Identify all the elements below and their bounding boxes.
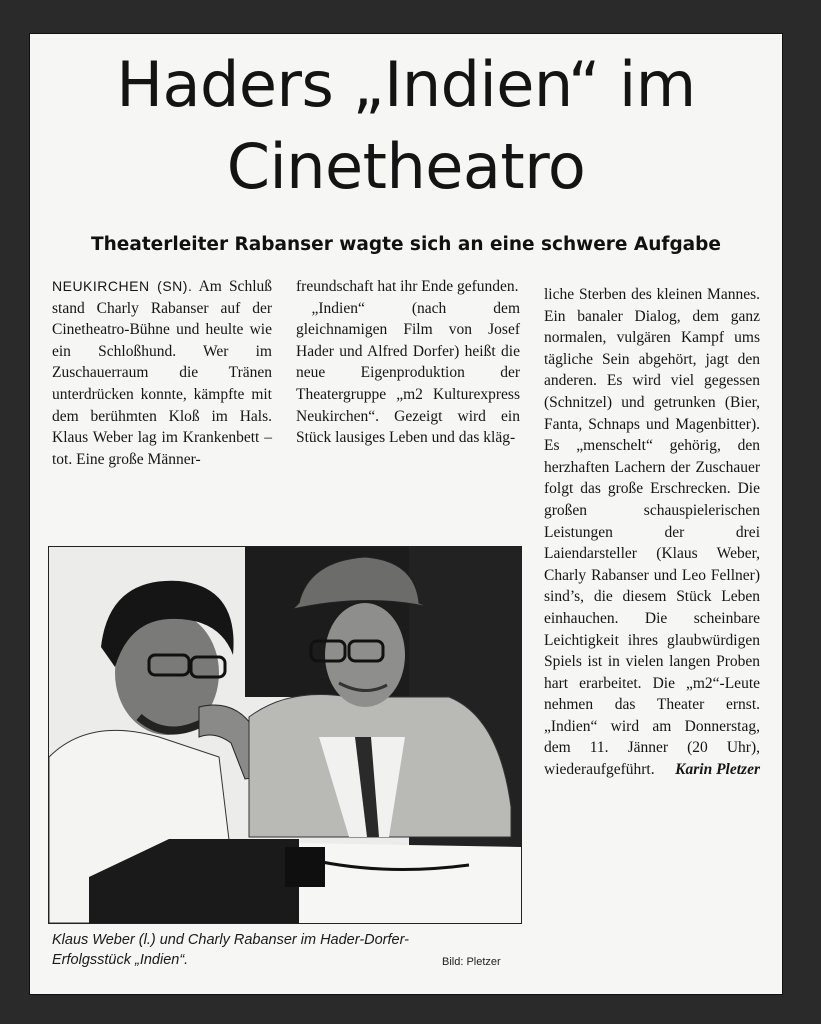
column-2-paragraph-1: freundschaft hat ihr Ende gefunden.: [296, 278, 519, 295]
headline: [30, 44, 782, 208]
headline-line-1: Haders „Indien“ im: [116, 48, 696, 121]
column-1-paragraph-1: Am Schluß stand Charly Rabanser auf der Cinetheatro-Bühne und heulte wie ein Schloßhund. Wer im Zuschauerraum die Tränen unterdrücken konnte, kämpfte mit dem berühmten Kloß im Hals. Klaus Weber lag im Krankenbett – tot. Eine große Männer-: [52, 278, 272, 468]
photo-credit: Bild: Pletzer: [442, 956, 501, 968]
newspaper-clipping: [30, 34, 782, 994]
photo-caption: Klaus Weber (l.) und Charly Rabanser im Hader-Dorfer-Erfolgsstück „Indien“.: [52, 932, 409, 968]
headline-line-2: Cinetheatro: [226, 130, 586, 203]
press-photo: [48, 546, 522, 924]
article-column-1: [52, 276, 272, 470]
dateline: NEUKIRCHEN (SN).: [52, 278, 193, 294]
photo-illustration: [49, 547, 521, 923]
article-column-3: [544, 284, 760, 781]
author-byline: Karin Pletzer: [675, 761, 760, 779]
column-2-paragraph-2: „Indien“ (nach dem gleichnamigen Film von Josef Hader und Alfred Dorfer) heißt die neue Eigenproduktion der Theatergruppe „m2 Kulturexpress Neukirchen“. Gezeigt wird ein Stück lausiges Leben und das kläg-: [296, 299, 520, 447]
article-column-2: [296, 276, 520, 449]
column-3-paragraph-1: liche Sterben des kleinen Mannes. Ein banaler Dialog, dem ganz normalen, vulgären Kampf ums tägliche Sein abgehört, jagt den anderen. Es wird viel gegessen (Schnitzel) und getrunken (Bier, Fanta, Schnaps und Magenbitter). Es „menschelt“ gehörig, den herzhaften Lachern der Zuschauer folgt das große Erschrecken. Die großen schauspielerischen Leistungen der drei Laiendarsteller (Klaus Weber, Charly Rabanser und Leo Fellner) sind’s, die diesem Stück Leben einhauchen. Die scheinbare Leichtigkeit ihres glaubwürdigen Spiels ist in vielen langen Proben hart erarbeitet. Die „m2“-Leute nehmen das Theater ernst. „Indien“ wird am Donnerstag, dem 11. Jänner (20 Uhr), wiederaufgeführt.: [544, 286, 760, 779]
subheadline: Theaterleiter Rabanser wagte sich an eine schwere Aufgabe: [91, 234, 721, 255]
